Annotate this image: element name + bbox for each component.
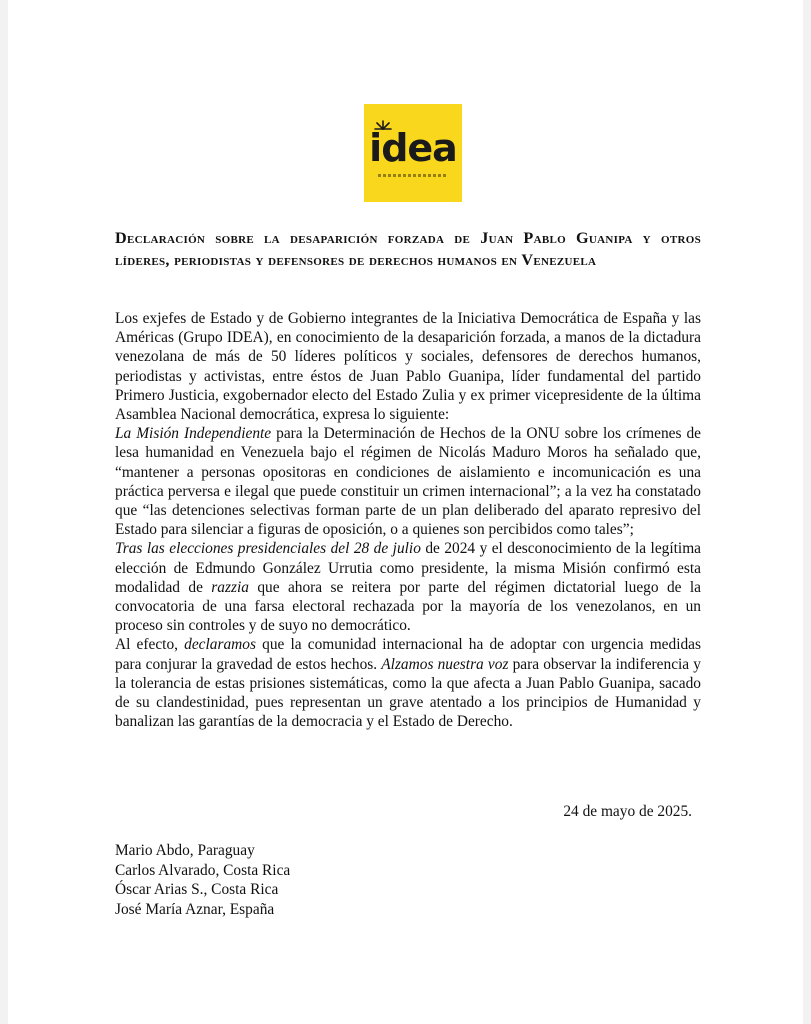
- italic-phrase: declaramos: [184, 636, 256, 654]
- italic-phrase: razzia: [211, 578, 249, 596]
- paragraph-declaration: [115, 635, 701, 731]
- text-run: para observar la indiferencia y la tolerancia de estas prisiones sistemáticas, como la que afecta a Juan Pablo Guanipa, sacado de su clandestinidad, pues representan un grave atentado a los principios de Humanidad y banalizan las garantías de la democracia y el Estado de Derecho.: [115, 655, 701, 731]
- signatory: Carlos Alvarado, Costa Rica: [115, 861, 291, 879]
- declaration-body: [115, 309, 701, 731]
- signatories-list: [115, 841, 290, 919]
- italic-phrase: Tras las elecciones presidenciales del 28 de julio: [115, 540, 421, 558]
- text-run: que la comunidad internacional ha de adoptar con urgencia medidas para conjurar la gravedad de estos hechos.: [115, 636, 701, 673]
- declaration-title: Declaración sobre la desaparición forzada de Juan Pablo Guanipa y otros líderes, periodistas y defensores de derechos humanos en Venezuela: [115, 229, 701, 269]
- idea-logo: [364, 104, 462, 202]
- signatory: José María Aznar, España: [115, 900, 275, 918]
- italic-phrase: Alzamos nuestra voz: [381, 655, 509, 673]
- italic-phrase: La Misión Independiente: [115, 425, 272, 443]
- document-page: [8, 0, 803, 1024]
- text-run: Los exjefes de Estado y de Gobierno integrantes de la Iniciativa Democrática de España y las Américas (Grupo IDEA), en conocimiento de la desaparición forzada, a manos de la dictadura venezolana de más de 50 líderes políticos y sociales, defensores de derechos humanos, periodistas y activistas, entre éstos de Juan Pablo Guanipa, líder fundamental del partido Primero Justicia, exgobernador electo del Estado Zulia y ex primer vicepresidente de la última Asamblea Nacional democrática, expresa lo siguiente:: [115, 310, 701, 424]
- text-run: de 2024 y el desconocimiento de la legítima elección de Edmundo González Urrutia como presidente, la misma Misión confirmó esta modalidad de: [115, 540, 701, 596]
- paragraph-intro: [115, 309, 701, 424]
- paragraph-onu-mission: [115, 424, 701, 539]
- signatory: Mario Abdo, Paraguay: [115, 842, 255, 859]
- text-run: para la Determinación de Hechos de la ONU sobre los crímenes de lesa humanidad en Venezuela bajo el régimen de Nicolás Maduro Moros ha señalado que, “mantener a personas opositoras en condiciones de aislamiento e incomunicación es una práctica perversa e ilegal que puede constituir un crimen internacional”; a la vez ha constatado que “las detenciones selectivas forman parte de un plan deliberado del aparato represivo del Estado para silenciar a figuras de oposición, o a quienes son percibidos como tales”;: [115, 425, 701, 539]
- signatory: Óscar Arias S., Costa Rica: [115, 881, 279, 898]
- text-run: Al efecto,: [115, 636, 185, 654]
- declaration-date: 24 de mayo de 2025.: [563, 803, 692, 820]
- logo-wordmark: idea: [369, 126, 457, 170]
- paragraph-elections: [115, 539, 701, 635]
- logo-tagline: [378, 174, 448, 177]
- text-run: que ahora se reitera por parte del régimen dictatorial luego de la convocatoria de una farsa electoral rechazada por la mayoría de los venezolanos, en un proceso sin controles y de suyo no democrático.: [115, 578, 701, 635]
